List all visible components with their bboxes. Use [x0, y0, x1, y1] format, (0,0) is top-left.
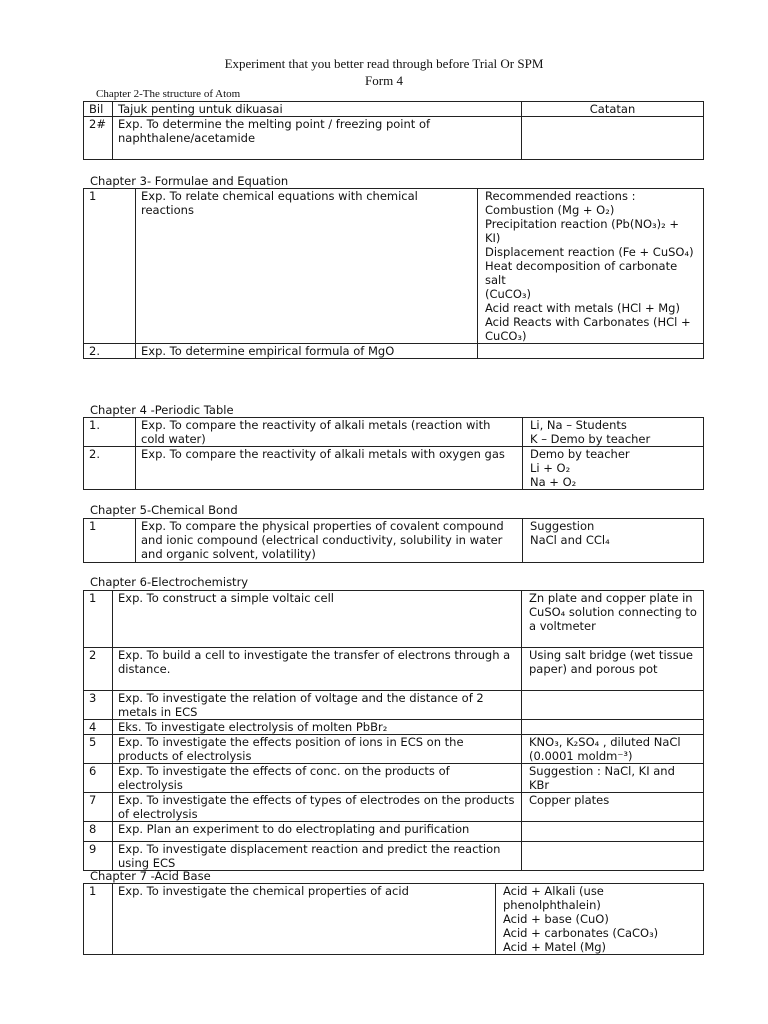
- note-line: Heat decomposition of carbonate salt: [485, 259, 678, 287]
- row-topic: Exp. To investigate the effects of types of electrodes on the products of electrolysis: [113, 793, 522, 822]
- chapter-4-table: [83, 417, 704, 490]
- row-number: 2#: [84, 117, 113, 160]
- note-line: Recommended reactions :: [485, 189, 636, 203]
- note-line: NaCl and CCl₄: [530, 533, 610, 547]
- row-notes: [522, 842, 704, 871]
- note-line: Acid react with metals (HCl + Mg): [485, 301, 680, 315]
- row-topic: Exp. To determine the melting point / freezing point of naphthalene/acetamide: [113, 117, 522, 160]
- row-number: 1.: [84, 418, 136, 447]
- header-catatan: Catatan: [522, 102, 704, 117]
- row-number: 1: [84, 519, 136, 563]
- row-topic: Exp. To build a cell to investigate the transfer of electrons through a distance.: [113, 648, 522, 691]
- row-number: 1: [84, 884, 113, 955]
- row-number: 4: [84, 720, 113, 735]
- row-notes: Copper plates: [522, 793, 704, 822]
- table-row: [84, 764, 704, 793]
- note-line: K – Demo by teacher: [530, 432, 651, 446]
- row-number: 1: [84, 591, 113, 648]
- chapter-5-heading: Chapter 5-Chemical Bond: [90, 503, 238, 517]
- document-title: Experiment that you better read through before Trial Or SPM: [224, 56, 544, 71]
- row-number: 8: [84, 822, 113, 842]
- note-line: (CuCO₃): [485, 287, 531, 301]
- note-line: Displacement reaction (Fe + CuSO₄): [485, 245, 694, 259]
- chapter-7-table: [83, 883, 704, 955]
- chapter-6-heading: Chapter 6-Electrochemistry: [90, 575, 249, 589]
- table-header-row: [84, 102, 704, 117]
- row-notes: [523, 447, 704, 490]
- row-notes: [496, 884, 704, 955]
- row-number: 9: [84, 842, 113, 871]
- chapter-4-heading: Chapter 4 -Periodic Table: [90, 403, 234, 417]
- table-row: [84, 691, 704, 720]
- note-line: Combustion (Mg + O₂): [485, 203, 615, 217]
- row-topic: Exp. To investigate the effects of conc. on the products of electrolysis: [113, 764, 522, 793]
- header-bil: Bil: [84, 102, 113, 117]
- row-number: 2: [84, 648, 113, 691]
- row-notes: [522, 720, 704, 735]
- note-line: Acid Reacts with Carbonates (HCl + CuCO₃): [485, 315, 691, 343]
- note-line: Acid + base (CuO): [503, 912, 609, 926]
- note-line: Na + O₂: [530, 475, 577, 489]
- chapter-5-table: [83, 518, 704, 563]
- row-notes: Using salt bridge (wet tissue paper) and porous pot: [522, 648, 704, 691]
- row-number: 3: [84, 691, 113, 720]
- table-row: [84, 591, 704, 648]
- row-topic: Exp. To compare the reactivity of alkali metals with oxygen gas: [136, 447, 523, 490]
- table-row: [84, 884, 704, 955]
- table-row: [84, 842, 704, 871]
- note-line: Suggestion: [530, 519, 595, 533]
- chapter-6-table: [83, 590, 704, 871]
- chapter-2-table: [83, 101, 704, 160]
- table-row: [84, 793, 704, 822]
- row-notes: KNO₃, K₂SO₄ , diluted NaCl (0.0001 moldm⁻³): [522, 735, 704, 764]
- row-topic: Exp. To investigate the relation of voltage and the distance of 2 metals in ECS: [113, 691, 522, 720]
- note-line: Precipitation reaction (Pb(NO₃)₂ + KI): [485, 217, 680, 245]
- chapter-3-heading: Chapter 3- Formulae and Equation: [90, 174, 289, 188]
- row-notes: [478, 189, 704, 344]
- row-notes: [523, 418, 704, 447]
- row-topic: Exp. To investigate displacement reaction and predict the reaction using ECS: [113, 842, 522, 871]
- table-row: [84, 189, 704, 344]
- row-topic: Exp. To determine empirical formula of MgO: [136, 344, 478, 359]
- note-line: Acid + Alkali (use phenolphthalein): [503, 884, 604, 912]
- row-notes: [478, 344, 704, 359]
- table-row: [84, 822, 704, 842]
- row-number: 5: [84, 735, 113, 764]
- row-notes: Zn plate and copper plate in CuSO₄ solution connecting to a voltmeter: [522, 591, 704, 648]
- table-row: [84, 735, 704, 764]
- row-topic: Exp. To compare the physical properties of covalent compound and ionic compound (electrical conductivity, solubility in water and organic solvent, volatility): [136, 519, 523, 563]
- row-number: 2.: [84, 344, 136, 359]
- note-line: Demo by teacher: [530, 447, 630, 461]
- row-topic: Eks. To investigate electrolysis of molten PbBr₂: [113, 720, 522, 735]
- note-line: Li, Na – Students: [530, 418, 627, 432]
- chapter-3-table: [83, 188, 704, 359]
- note-line: Acid + carbonates (CaCO₃): [503, 926, 659, 940]
- row-notes: [522, 822, 704, 842]
- chapter-2-heading: Chapter 2-The structure of Atom: [96, 88, 241, 100]
- row-number: 1: [84, 189, 136, 344]
- table-row: [84, 447, 704, 490]
- row-number: 6: [84, 764, 113, 793]
- row-number: 2.: [84, 447, 136, 490]
- header-tajuk: Tajuk penting untuk dikuasai: [113, 102, 522, 117]
- row-notes: [522, 691, 704, 720]
- row-notes: Suggestion : NaCl, KI and KBr: [522, 764, 704, 793]
- note-line: Li + O₂: [530, 461, 571, 475]
- document-subtitle: Form 4: [365, 73, 403, 88]
- table-row: [84, 648, 704, 691]
- row-topic: Exp. To construct a simple voltaic cell: [113, 591, 522, 648]
- row-notes: [522, 117, 704, 160]
- table-row: [84, 519, 704, 563]
- table-row: [84, 117, 704, 160]
- row-topic: Exp. To investigate the chemical properties of acid: [113, 884, 496, 955]
- row-topic: Exp. To compare the reactivity of alkali metals (reaction with cold water): [136, 418, 523, 447]
- note-line: Acid + Matel (Mg): [503, 940, 607, 954]
- chapter-7-heading: Chapter 7 -Acid Base: [90, 869, 211, 883]
- table-row: [84, 344, 704, 359]
- row-topic: Exp. Plan an experiment to do electroplating and purification: [113, 822, 522, 842]
- row-topic: Exp. To relate chemical equations with chemical reactions: [136, 189, 478, 344]
- row-number: 7: [84, 793, 113, 822]
- table-row: [84, 720, 704, 735]
- table-row: [84, 418, 704, 447]
- row-topic: Exp. To investigate the effects position of ions in ECS on the products of electrolysis: [113, 735, 522, 764]
- row-notes: [523, 519, 704, 563]
